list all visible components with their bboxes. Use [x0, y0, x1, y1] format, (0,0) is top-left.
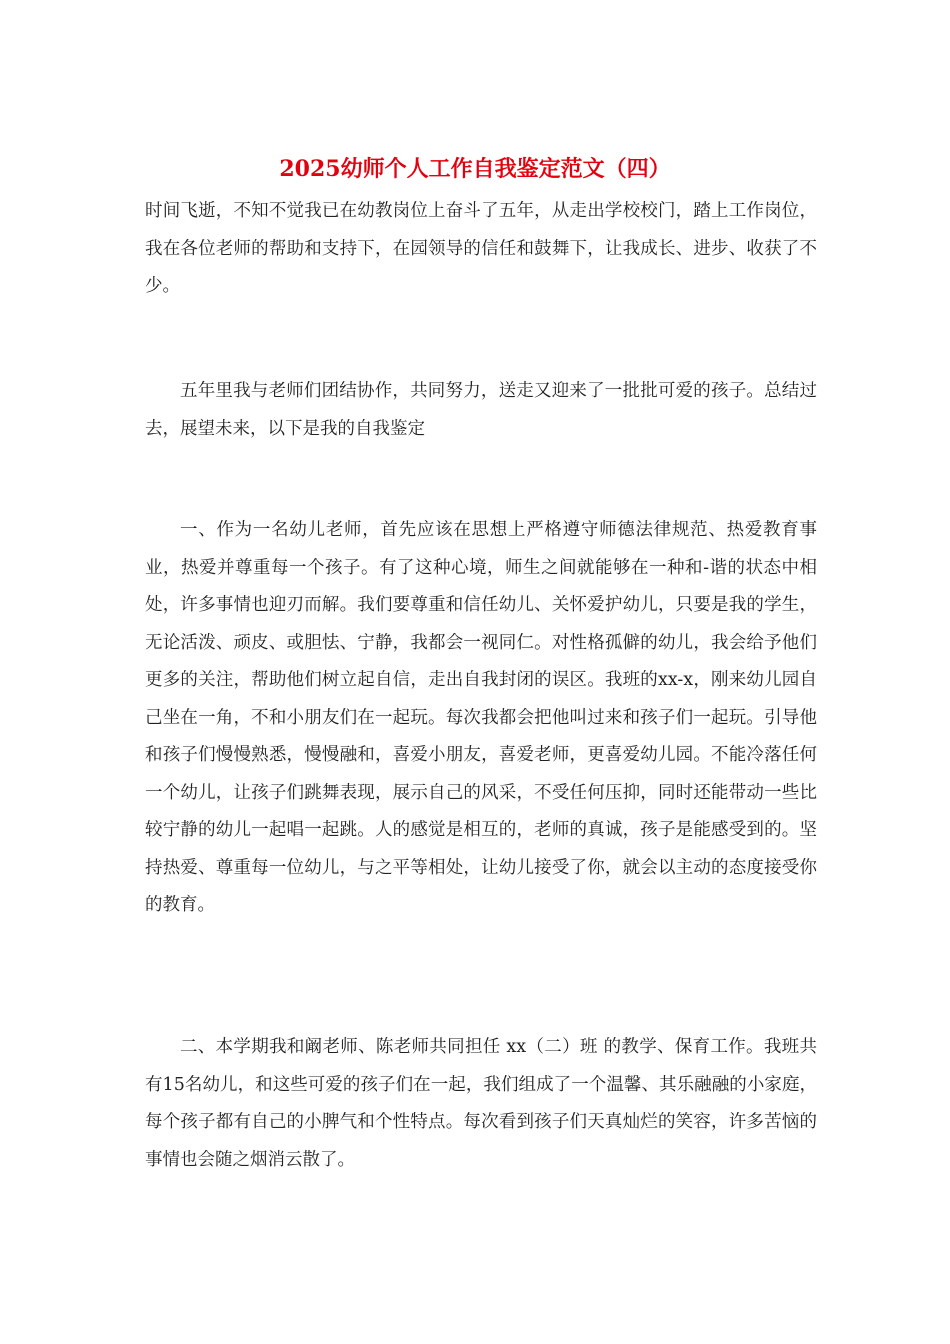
- paragraph-summary: 五年里我与老师们团结协作，共同努力，送走又迎来了一批批可爱的孩子。总结过去，展望未来，以下是我的自我鉴定: [145, 381, 817, 439]
- paragraph-section-two: 二、本学期我和阚老师、陈老师共同担任 xx（二）班 的教学、保育工作。我班共有15名幼儿，和这些可爱的孩子们在一起，我们组成了一个温馨、其乐融融的小家庭，每个孩子都有自己的小脾气和个性特点。每次看到孩子们天真灿烂的笑容，许多苦恼的事情也会随之烟消云散了。: [145, 1037, 817, 1170]
- document-title: 2025幼师个人工作自我鉴定范文（四）: [279, 156, 671, 182]
- paragraph-section-one: 一、作为一名幼儿老师，首先应该在思想上严格遵守师德法律规范、热爱教育事业，热爱并尊重每一个孩子。有了这种心境，师生之间就能够在一种和-谐的状态中相处，许多事情也迎刃而解。我们要尊重和信任幼儿、关怀爱护幼儿，只要是我的学生，无论活泼、顽皮、或胆怯、宁静，我都会一视同仁。对性格孤僻的幼儿，我会给予他们更多的关注，帮助他们树立起自信，走出自我封闭的误区。我班的xx-x，刚来幼儿园自己坐在一角，不和小朋友们在一起玩。每次我都会把他叫过来和孩子们一起玩。引导他和孩子们慢慢熟悉，慢慢融和，喜爱小朋友，喜爱老师，更喜爱幼儿园。不能冷落任何一个幼儿，让孩子们跳舞表现，展示自己的风采，不受任何压抑，同时还能带动一些比较宁静的幼儿一起唱一起跳。人的感觉是相互的，老师的真诚，孩子是能感受到的。坚持热爱、尊重每一位幼儿，与之平等相处，让幼儿接受了你，就会以主动的态度接受你的教育。: [145, 520, 817, 915]
- paragraph-intro: 时间飞逝，不知不觉我已在幼教岗位上奋斗了五年，从走出学校校门，踏上工作岗位，我在各位老师的帮助和支持下，在园领导的信任和鼓舞下，让我成长、进步、收获了不少。: [145, 201, 817, 296]
